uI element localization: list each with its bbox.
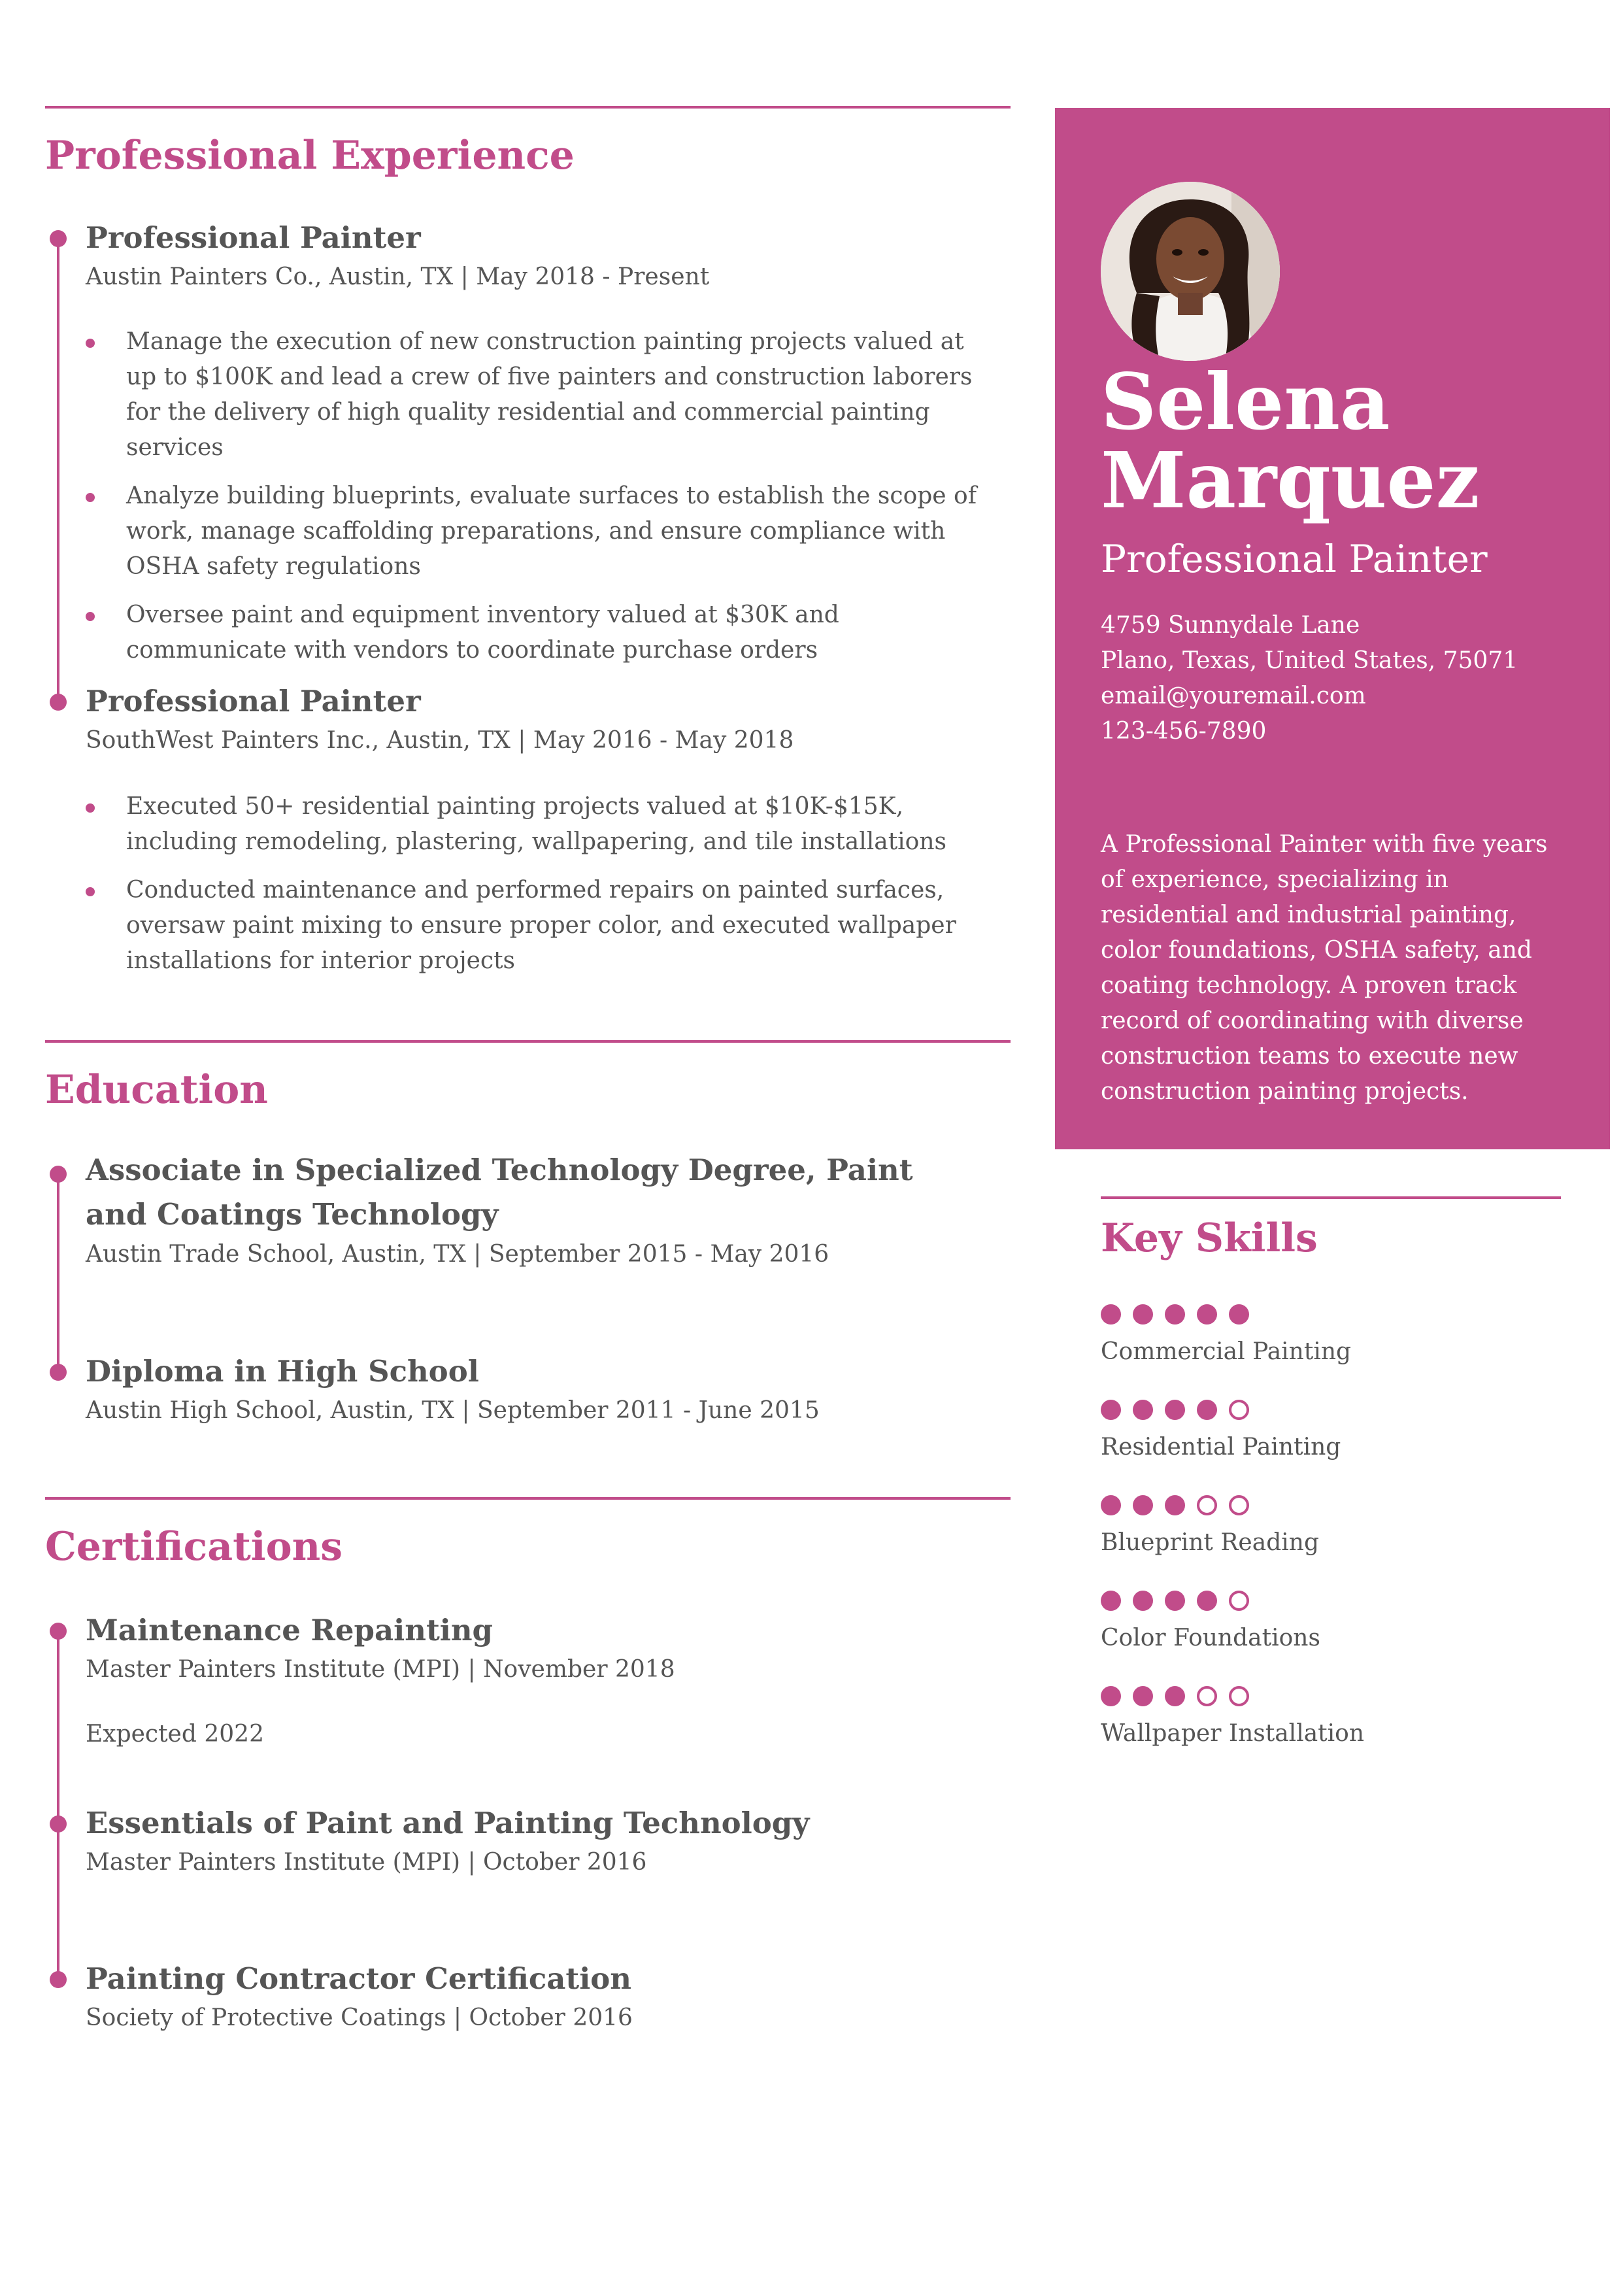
address-line-2: Plano, Texas, United States, 75071 (1101, 647, 1518, 674)
certifications-timeline (57, 1632, 59, 1980)
skill-item (1101, 1686, 1558, 1751)
rating-dot-filled (1133, 1304, 1153, 1325)
skill-label: Blueprint Reading (1101, 1529, 1319, 1556)
rating-dot-filled (1101, 1591, 1121, 1611)
rating-dot-filled (1197, 1400, 1217, 1420)
rating-dot-filled (1133, 1495, 1153, 1515)
email: email@youremail.com (1101, 683, 1366, 709)
section-divider (45, 106, 1011, 109)
job-bullet (86, 789, 1001, 860)
skill-label: Commercial Painting (1101, 1338, 1352, 1365)
education-degree: Diploma in High School (86, 1354, 479, 1389)
rating-dot-filled (1165, 1591, 1185, 1611)
education-heading: Education (45, 1067, 268, 1113)
bullet-text: Oversee paint and equipment inventory valued at $30K and communicate with vendors to coordinate purchase orders (126, 601, 839, 664)
rating-dot-filled (1101, 1400, 1121, 1420)
avatar-photo-icon (1101, 182, 1280, 361)
certification-issuer-date: Society of Protective Coatings | October 2016 (86, 2004, 633, 2031)
certification-issuer-date: Master Painters Institute (MPI) | October 2016 (86, 1849, 647, 1876)
rating-dot-empty (1229, 1686, 1249, 1706)
job-bullet (86, 873, 1001, 979)
job-bullet (86, 479, 1001, 584)
education-timeline (57, 1175, 59, 1374)
rating-dot-filled (1165, 1304, 1185, 1325)
phone: 123-456-7890 (1101, 718, 1267, 745)
rating-dot-filled (1101, 1304, 1121, 1325)
candidate-name (1101, 356, 1584, 526)
profile-sidebar (1055, 108, 1610, 1149)
bullet-text: Executed 50+ residential painting projects valued at $10K-$15K, including remodeling, plastering, wallpapering, and tile installations (126, 793, 947, 855)
certification-name: Painting Contractor Certification (86, 1961, 632, 1996)
rating-dot-filled (1101, 1686, 1121, 1706)
bullet-dot (86, 887, 95, 896)
certification-note: Expected 2022 (86, 1721, 264, 1747)
skill-label: Wallpaper Installation (1101, 1720, 1365, 1747)
skill-rating (1101, 1686, 1558, 1707)
bullet-dot (86, 493, 95, 502)
job-title: Professional Painter (86, 684, 421, 718)
rating-dot-filled (1133, 1400, 1153, 1420)
rating-dot-filled (1133, 1686, 1153, 1706)
job-title: Professional Painter (86, 220, 421, 255)
rating-dot-filled (1197, 1304, 1217, 1325)
bullet-dot (86, 803, 95, 813)
job-bullet (86, 324, 1001, 465)
certification-name: Essentials of Paint and Painting Technology (86, 1806, 810, 1840)
timeline-dot (50, 230, 67, 247)
experience-heading: Professional Experience (45, 133, 575, 178)
bullet-text: Manage the execution of new construction painting projects valued at up to $100K and lead a crew of five painters and construction laborers for the delivery of high quality residential and commercial painting services (126, 328, 973, 461)
skill-rating (1101, 1304, 1558, 1325)
timeline-dot (50, 1971, 67, 1988)
avatar (1101, 182, 1280, 361)
first-name: Selena (1101, 356, 1390, 447)
section-divider (45, 1040, 1011, 1043)
experience-timeline (57, 239, 59, 702)
education-degree: Associate in Specialized Technology Degree, Paint and Coatings Technology (86, 1153, 913, 1232)
education-school-dates: Austin High School, Austin, TX | September 2011 - June 2015 (86, 1397, 820, 1424)
address-line-1: 4759 Sunnydale Lane (1101, 612, 1360, 639)
bullet-dot (86, 612, 95, 621)
timeline-dot (50, 1623, 67, 1640)
rating-dot-filled (1101, 1495, 1121, 1515)
rating-dot-empty (1197, 1686, 1217, 1706)
job-employer-dates: Austin Painters Co., Austin, TX | May 2018 - Present (86, 263, 710, 290)
skill-rating (1101, 1400, 1558, 1421)
certification-issuer-date: Master Painters Institute (MPI) | November 2018 (86, 1656, 675, 1683)
rating-dot-filled (1197, 1591, 1217, 1611)
timeline-dot (50, 1364, 67, 1381)
skill-item (1101, 1591, 1558, 1656)
rating-dot-empty (1197, 1495, 1217, 1515)
skills-heading: Key Skills (1101, 1215, 1318, 1261)
skill-rating (1101, 1495, 1558, 1516)
rating-dot-empty (1229, 1591, 1249, 1611)
rating-dot-filled (1133, 1591, 1153, 1611)
skill-item (1101, 1304, 1558, 1370)
last-name: Marquez (1101, 435, 1480, 526)
contact-info (1101, 608, 1584, 749)
rating-dot-filled (1165, 1400, 1185, 1420)
skill-label: Color Foundations (1101, 1625, 1320, 1651)
profile-summary: A Professional Painter with five years of experience, specializing in residential and industrial painting, color foundations, OSHA safety, and coating technology. A proven track record of coordinating with diverse construction teams to execute new construction painting projects. (1101, 831, 1548, 1105)
timeline-dot (50, 1166, 67, 1183)
rating-dot-empty (1229, 1495, 1249, 1515)
rating-dot-filled (1165, 1686, 1185, 1706)
skill-label: Residential Painting (1101, 1434, 1341, 1460)
timeline-dot (50, 694, 67, 711)
job-bullets (86, 789, 1001, 992)
job-employer-dates: SouthWest Painters Inc., Austin, TX | May 2016 - May 2018 (86, 727, 794, 754)
rating-dot-filled (1229, 1304, 1249, 1325)
certification-name: Maintenance Repainting (86, 1613, 494, 1647)
section-divider (1101, 1196, 1561, 1199)
bullet-dot (86, 339, 95, 348)
section-divider (45, 1497, 1011, 1500)
certifications-heading: Certifications (45, 1524, 343, 1570)
job-bullets (86, 324, 1001, 681)
rating-dot-filled (1165, 1495, 1185, 1515)
rating-dot-empty (1229, 1400, 1249, 1420)
skill-rating (1101, 1591, 1558, 1612)
timeline-dot (50, 1815, 67, 1832)
job-role: Professional Painter (1101, 537, 1488, 581)
skill-item (1101, 1495, 1558, 1561)
bullet-text: Conducted maintenance and performed repairs on painted surfaces, oversaw paint mixing to ensure proper color, and executed wallpaper installations for interior projects (126, 877, 956, 974)
bullet-text: Analyze building blueprints, evaluate surfaces to establish the scope of work, manage scaffolding preparations, and ensure compliance with OSHA safety regulations (126, 482, 977, 580)
job-bullet (86, 598, 1001, 668)
education-school-dates: Austin Trade School, Austin, TX | September 2015 - May 2016 (86, 1241, 829, 1268)
skill-item (1101, 1400, 1558, 1465)
